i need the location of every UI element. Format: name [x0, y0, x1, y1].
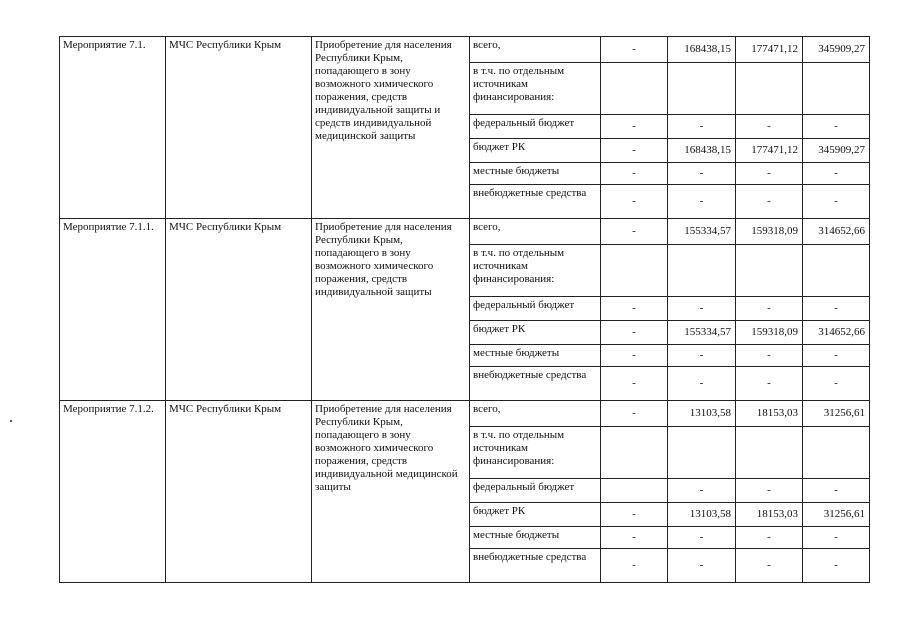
amount-cell: -	[668, 163, 736, 185]
amount-cell: -	[803, 185, 870, 219]
description-cell: Приобретение для населения Республики Крым, попадающего в зону возможного химического поражения, средств индивидуальной медицинской защиты	[312, 401, 470, 583]
description-cell: Приобретение для населения Республики Крым, попадающего в зону возможного химического поражения, средств индивидуальной защиты	[312, 219, 470, 401]
measure-name-cell: Мероприятие 7.1.2.	[60, 401, 166, 583]
table-row	[60, 37, 870, 63]
amount-cell	[668, 245, 736, 297]
amount-cell: -	[803, 163, 870, 185]
amount-cell: -	[601, 503, 668, 527]
amount-cell: -	[736, 185, 803, 219]
amount-cell: 177471,12	[736, 37, 803, 63]
amount-cell: 168438,15	[668, 139, 736, 163]
amount-cell: 31256,61	[803, 401, 870, 427]
amount-cell: -	[668, 115, 736, 139]
funding-source-label: федеральный бюджет	[470, 297, 601, 321]
amount-cell: 345909,27	[803, 139, 870, 163]
amount-cell: -	[601, 321, 668, 345]
funding-source-label: в т.ч. по отдельным источникам финансирования:	[470, 63, 601, 115]
amount-cell: -	[601, 401, 668, 427]
measure-name-cell: Мероприятие 7.1.1.	[60, 219, 166, 401]
amount-cell: 18153,03	[736, 401, 803, 427]
table-body	[60, 37, 870, 583]
amount-cell: -	[803, 297, 870, 321]
amount-cell: -	[736, 549, 803, 583]
funding-source-label: всего,	[470, 401, 601, 427]
amount-cell: -	[736, 345, 803, 367]
amount-cell: 13103,58	[668, 503, 736, 527]
funding-source-label: всего,	[470, 37, 601, 63]
amount-cell: -	[668, 479, 736, 503]
amount-cell: 18153,03	[736, 503, 803, 527]
amount-cell: 155334,57	[668, 321, 736, 345]
measure-name-cell: Мероприятие 7.1.	[60, 37, 166, 219]
amount-cell: 177471,12	[736, 139, 803, 163]
funding-source-label: федеральный бюджет	[470, 115, 601, 139]
amount-cell: -	[601, 367, 668, 401]
funding-source-label: бюджет РК	[470, 321, 601, 345]
amount-cell: -	[803, 367, 870, 401]
amount-cell: -	[668, 367, 736, 401]
funding-table	[59, 36, 870, 583]
amount-cell: 314652,66	[803, 321, 870, 345]
funding-source-label: внебюджетные средства	[470, 549, 601, 583]
amount-cell: -	[803, 479, 870, 503]
funding-source-label: внебюджетные средства	[470, 185, 601, 219]
amount-cell: -	[601, 297, 668, 321]
amount-cell: -	[736, 163, 803, 185]
amount-cell: -	[736, 297, 803, 321]
amount-cell: 159318,09	[736, 219, 803, 245]
amount-cell: -	[601, 549, 668, 583]
amount-cell: -	[601, 219, 668, 245]
amount-cell	[736, 245, 803, 297]
amount-cell: -	[601, 115, 668, 139]
amount-cell: -	[601, 345, 668, 367]
amount-cell	[601, 63, 668, 115]
amount-cell: -	[803, 527, 870, 549]
amount-cell	[803, 245, 870, 297]
table-row	[60, 401, 870, 427]
amount-cell: -	[601, 37, 668, 63]
funding-table-sheet	[59, 36, 870, 583]
funding-source-label: бюджет РК	[470, 139, 601, 163]
amount-cell: 31256,61	[803, 503, 870, 527]
scan-speck	[10, 420, 12, 422]
table-row	[60, 219, 870, 245]
amount-cell	[668, 63, 736, 115]
amount-cell	[736, 427, 803, 479]
amount-cell: -	[736, 115, 803, 139]
amount-cell: -	[601, 163, 668, 185]
amount-cell	[601, 245, 668, 297]
amount-cell: 155334,57	[668, 219, 736, 245]
amount-cell	[668, 427, 736, 479]
amount-cell: -	[736, 479, 803, 503]
amount-cell: -	[601, 527, 668, 549]
amount-cell	[736, 63, 803, 115]
amount-cell	[601, 427, 668, 479]
funding-source-label: внебюджетные средства	[470, 367, 601, 401]
funding-source-label: в т.ч. по отдельным источникам финансирования:	[470, 427, 601, 479]
amount-cell: -	[736, 367, 803, 401]
amount-cell: 314652,66	[803, 219, 870, 245]
amount-cell: 168438,15	[668, 37, 736, 63]
amount-cell	[601, 479, 668, 503]
funding-source-label: всего,	[470, 219, 601, 245]
funding-source-label: местные бюджеты	[470, 163, 601, 185]
executor-cell: МЧС Республики Крым	[166, 219, 312, 401]
description-cell: Приобретение для населения Республики Крым, попадающего в зону возможного химического поражения, средств индивидуальной защиты и средств индивидуальной медицинской защиты	[312, 37, 470, 219]
executor-cell: МЧС Республики Крым	[166, 401, 312, 583]
funding-source-label: местные бюджеты	[470, 527, 601, 549]
amount-cell: -	[668, 549, 736, 583]
amount-cell: -	[736, 527, 803, 549]
amount-cell: -	[668, 297, 736, 321]
amount-cell: -	[601, 185, 668, 219]
funding-source-label: местные бюджеты	[470, 345, 601, 367]
amount-cell: 159318,09	[736, 321, 803, 345]
amount-cell	[803, 427, 870, 479]
funding-source-label: в т.ч. по отдельным источникам финансирования:	[470, 245, 601, 297]
amount-cell: 345909,27	[803, 37, 870, 63]
funding-source-label: федеральный бюджет	[470, 479, 601, 503]
amount-cell: -	[803, 549, 870, 583]
amount-cell: -	[668, 345, 736, 367]
amount-cell	[803, 63, 870, 115]
amount-cell: 13103,58	[668, 401, 736, 427]
amount-cell: -	[803, 345, 870, 367]
executor-cell: МЧС Республики Крым	[166, 37, 312, 219]
amount-cell: -	[803, 115, 870, 139]
amount-cell: -	[668, 527, 736, 549]
amount-cell: -	[668, 185, 736, 219]
funding-source-label: бюджет РК	[470, 503, 601, 527]
amount-cell: -	[601, 139, 668, 163]
